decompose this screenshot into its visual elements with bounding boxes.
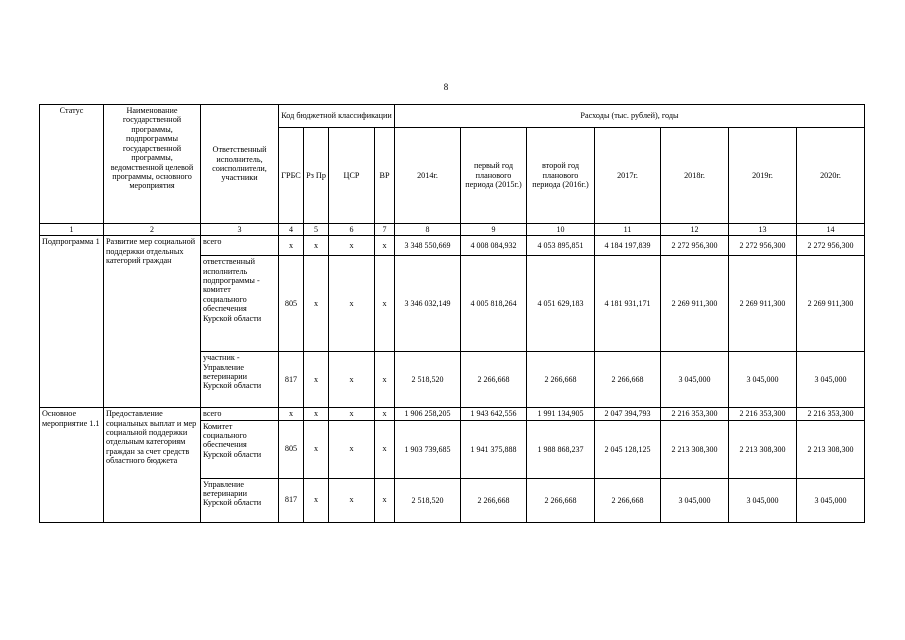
cell-value-2017: 2 047 394,793 [595, 408, 661, 420]
cell-grbs: х [279, 236, 304, 256]
cell-vr: х [375, 408, 395, 420]
cell-vr: х [375, 352, 395, 408]
cell-value-2018: 2 269 911,300 [661, 256, 729, 352]
cell-value-2020: 2 216 353,300 [797, 408, 865, 420]
cell-value-2018: 2 213 308,300 [661, 420, 729, 478]
cell-value-2019: 3 045,000 [729, 352, 797, 408]
column-number: 4 [279, 224, 304, 236]
cell-value-2017: 2 045 128,125 [595, 420, 661, 478]
cell-value-2014: 1 906 258,205 [395, 408, 461, 420]
cell-value-2016: 2 266,668 [527, 352, 595, 408]
cell-value-2014: 1 903 739,685 [395, 420, 461, 478]
column-number: 12 [661, 224, 729, 236]
cell-vr: х [375, 256, 395, 352]
row-name: Развитие мер социальной поддержки отдельных категорий граждан [104, 236, 201, 408]
row-participant: ответственный исполнитель подпрограммы - комитет социального обеспечения Курской области [201, 256, 279, 352]
row-status: Подпрограмма 1 [40, 236, 104, 408]
row-participant: Комитет социального обеспечения Курской области [201, 420, 279, 478]
cell-rzpr: х [304, 236, 329, 256]
cell-value-2014: 3 348 550,669 [395, 236, 461, 256]
cell-csr: х [329, 408, 375, 420]
cell-rzpr: х [304, 420, 329, 478]
cell-value-2016: 1 991 134,905 [527, 408, 595, 420]
cell-vr: х [375, 478, 395, 522]
cell-grbs: 805 [279, 256, 304, 352]
cell-value-2019: 2 216 353,300 [729, 408, 797, 420]
table-row [40, 236, 865, 256]
column-number: 14 [797, 224, 865, 236]
cell-value-2015: 4 005 818,264 [461, 256, 527, 352]
header-responsible: Ответственный исполнитель, соисполнители, участники [201, 105, 279, 224]
cell-csr: х [329, 352, 375, 408]
cell-value-2019: 2 269 911,300 [729, 256, 797, 352]
row-participant: всего [201, 408, 279, 420]
cell-value-2014: 3 346 032,149 [395, 256, 461, 352]
row-status: Основное мероприятие 1.1 [40, 408, 104, 522]
header-name: Наименование государственной программы, подпрограммы государственной программы, ведомственной целевой программы, основного мероприятия [104, 105, 201, 224]
cell-value-2014: 2 518,520 [395, 478, 461, 522]
cell-value-2020: 2 269 911,300 [797, 256, 865, 352]
header-year-2017: 2017г. [595, 128, 661, 224]
header-vr: ВР [375, 128, 395, 224]
cell-vr: х [375, 236, 395, 256]
cell-value-2015: 4 008 084,932 [461, 236, 527, 256]
header-status: Статус [40, 105, 104, 224]
cell-value-2014: 2 518,520 [395, 352, 461, 408]
row-participant: Управление ветеринарии Курской области [201, 478, 279, 522]
cell-value-2016: 1 988 868,237 [527, 420, 595, 478]
cell-grbs: х [279, 408, 304, 420]
column-number: 10 [527, 224, 595, 236]
cell-value-2016: 4 053 895,851 [527, 236, 595, 256]
cell-value-2017: 2 266,668 [595, 352, 661, 408]
header-year-2018: 2018г. [661, 128, 729, 224]
column-number: 8 [395, 224, 461, 236]
cell-value-2020: 2 272 956,300 [797, 236, 865, 256]
cell-grbs: 817 [279, 352, 304, 408]
column-number: 11 [595, 224, 661, 236]
header-csr: ЦСР [329, 128, 375, 224]
cell-value-2018: 2 272 956,300 [661, 236, 729, 256]
cell-value-2019: 3 045,000 [729, 478, 797, 522]
header-year-2016: второй год планового периода (2016г.) [527, 128, 595, 224]
column-number: 5 [304, 224, 329, 236]
row-participant: участник - Управление ветеринарии Курской области [201, 352, 279, 408]
cell-value-2018: 3 045,000 [661, 478, 729, 522]
column-number: 1 [40, 224, 104, 236]
cell-value-2016: 4 051 629,183 [527, 256, 595, 352]
cell-value-2020: 3 045,000 [797, 478, 865, 522]
cell-csr: х [329, 420, 375, 478]
cell-rzpr: х [304, 256, 329, 352]
cell-value-2020: 3 045,000 [797, 352, 865, 408]
cell-csr: х [329, 256, 375, 352]
cell-value-2015: 1 943 642,556 [461, 408, 527, 420]
cell-csr: х [329, 236, 375, 256]
header-rzpr: Рз Пр [304, 128, 329, 224]
table-row [40, 408, 865, 420]
header-grbs: ГРБС [279, 128, 304, 224]
column-number: 13 [729, 224, 797, 236]
cell-value-2019: 2 272 956,300 [729, 236, 797, 256]
row-name: Предоставление социальных выплат и мер социальной поддержки отдельным категориям граждан за счет средств областного бюджета [104, 408, 201, 522]
header-budget-code: Код бюджетной классификации [279, 105, 395, 128]
column-number: 9 [461, 224, 527, 236]
cell-value-2017: 4 184 197,839 [595, 236, 661, 256]
header-year-2019: 2019г. [729, 128, 797, 224]
cell-value-2018: 2 216 353,300 [661, 408, 729, 420]
cell-rzpr: х [304, 408, 329, 420]
column-number: 3 [201, 224, 279, 236]
column-number: 6 [329, 224, 375, 236]
page-number: 8 [443, 82, 449, 92]
cell-value-2016: 2 266,668 [527, 478, 595, 522]
cell-value-2018: 3 045,000 [661, 352, 729, 408]
budget-table [39, 104, 865, 523]
cell-value-2017: 4 181 931,171 [595, 256, 661, 352]
cell-value-2017: 2 266,668 [595, 478, 661, 522]
cell-csr: х [329, 478, 375, 522]
cell-grbs: 805 [279, 420, 304, 478]
cell-value-2015: 2 266,668 [461, 478, 527, 522]
cell-value-2020: 2 213 308,300 [797, 420, 865, 478]
column-number: 7 [375, 224, 395, 236]
row-participant: всего [201, 236, 279, 256]
cell-rzpr: х [304, 352, 329, 408]
header-expenses: Расходы (тыс. рублей), годы [395, 105, 865, 128]
cell-value-2015: 1 941 375,888 [461, 420, 527, 478]
cell-vr: х [375, 420, 395, 478]
header-year-2020: 2020г. [797, 128, 865, 224]
cell-rzpr: х [304, 478, 329, 522]
header-year-2015: первый год планового периода (2015г.) [461, 128, 527, 224]
header-year-2014: 2014г. [395, 128, 461, 224]
cell-value-2019: 2 213 308,300 [729, 420, 797, 478]
cell-grbs: 817 [279, 478, 304, 522]
cell-value-2015: 2 266,668 [461, 352, 527, 408]
column-number: 2 [104, 224, 201, 236]
column-number-row [40, 224, 865, 236]
